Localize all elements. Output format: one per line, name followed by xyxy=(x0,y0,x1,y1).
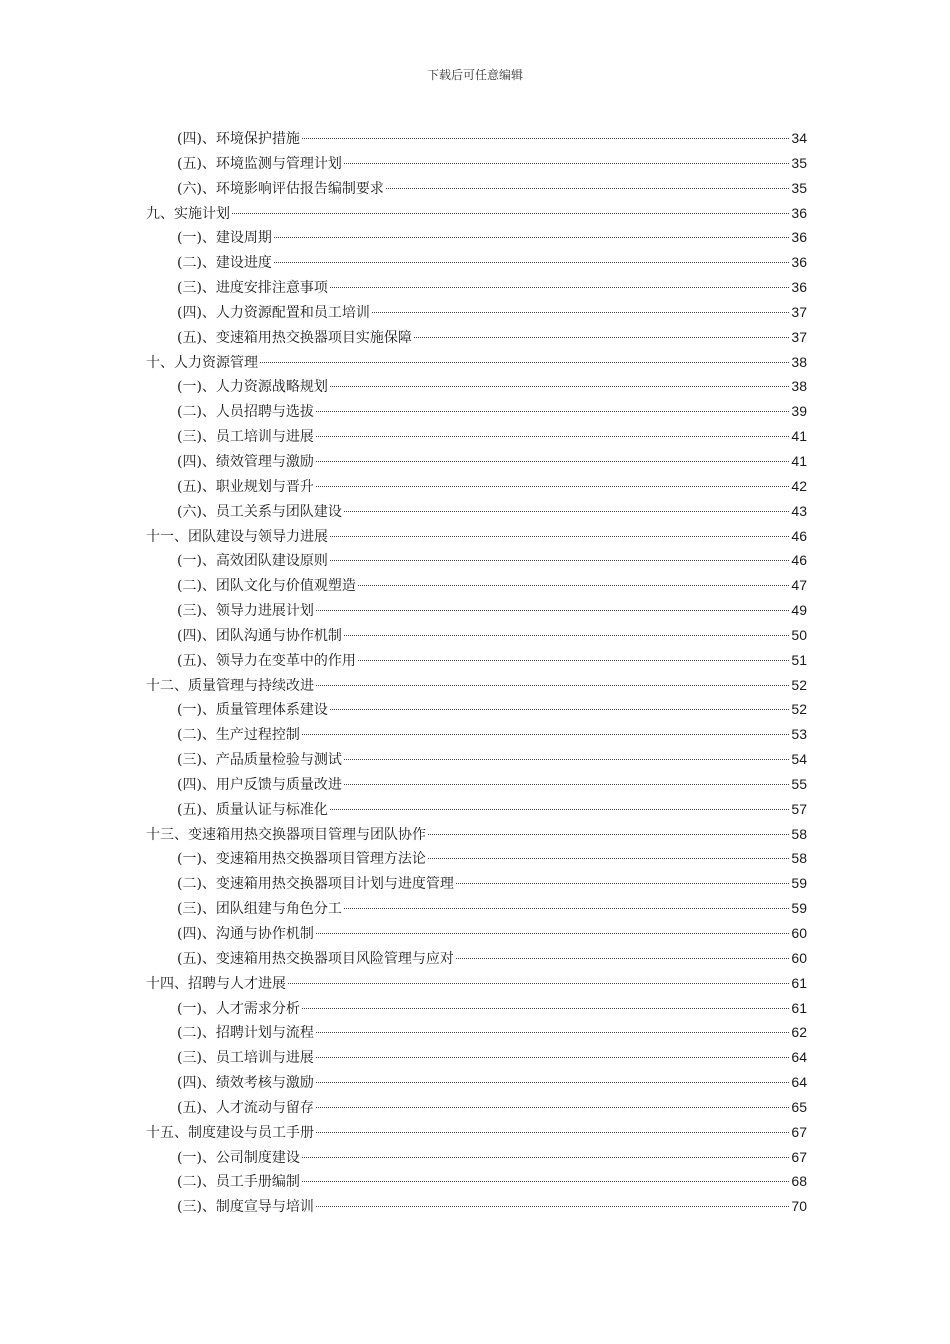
toc-page-number: 58 xyxy=(791,850,807,867)
toc-entry-title: (三)、员工培训与进展 xyxy=(177,1050,314,1067)
toc-entry-title: (一)、公司制度建设 xyxy=(177,1149,300,1166)
toc-page-number: 36 xyxy=(791,279,807,296)
toc-section-entry[interactable] xyxy=(146,797,807,822)
toc-chapter-entry[interactable] xyxy=(146,524,807,549)
toc-dot-leader xyxy=(316,1206,789,1207)
toc-page-number: 70 xyxy=(791,1198,807,1215)
toc-page-number: 46 xyxy=(791,552,807,569)
toc-section-entry[interactable] xyxy=(146,126,807,151)
toc-dot-leader xyxy=(330,809,789,810)
toc-dot-leader xyxy=(330,386,789,387)
toc-section-entry[interactable] xyxy=(146,747,807,772)
toc-dot-leader xyxy=(456,883,789,884)
toc-section-entry[interactable] xyxy=(146,275,807,300)
toc-section-entry[interactable] xyxy=(146,697,807,722)
toc-page-number: 37 xyxy=(791,303,807,320)
toc-page-number: 43 xyxy=(791,502,807,519)
page-header: 下载后可任意编辑 xyxy=(426,68,523,82)
toc-entry-title: (三)、员工培训与进展 xyxy=(177,429,314,446)
toc-entry-title: (二)、团队文化与价值观塑造 xyxy=(177,578,356,595)
toc-section-entry[interactable] xyxy=(146,598,807,623)
toc-page-number: 55 xyxy=(791,775,807,792)
toc-entry-title: (二)、人员招聘与选拔 xyxy=(177,404,314,421)
toc-dot-leader xyxy=(456,958,789,959)
toc-section-entry[interactable] xyxy=(146,548,807,573)
toc-entry-title: (四)、团队沟通与协作机制 xyxy=(177,627,342,644)
toc-entry-title: 十三、变速箱用热交换器项目管理与团队协作 xyxy=(146,826,426,843)
toc-section-entry[interactable] xyxy=(146,1169,807,1194)
toc-page-number: 58 xyxy=(791,825,807,842)
toc-dot-leader xyxy=(316,610,789,611)
toc-dot-leader xyxy=(316,486,789,487)
toc-entry-title: (一)、变速箱用热交换器项目管理方法论 xyxy=(177,851,426,868)
toc-dot-leader xyxy=(302,734,789,735)
toc-entry-title: (四)、沟通与协作机制 xyxy=(177,926,314,942)
toc-entry-title: (一)、人才需求分析 xyxy=(177,1000,300,1017)
toc-section-entry[interactable] xyxy=(146,399,807,424)
toc-entry-title: (二)、变速箱用热交换器项目计划与进度管理 xyxy=(177,876,454,893)
toc-page-number: 61 xyxy=(791,999,807,1016)
toc-page-number: 53 xyxy=(791,726,807,743)
toc-page-number: 68 xyxy=(791,1173,807,1190)
toc-page-number: 65 xyxy=(791,1098,807,1115)
toc-dot-leader xyxy=(428,858,789,859)
toc-chapter-entry[interactable] xyxy=(146,673,807,698)
toc-entry-title: (五)、人才流动与留存 xyxy=(177,1099,314,1116)
toc-page-number: 52 xyxy=(791,676,807,693)
toc-page-number: 35 xyxy=(791,179,807,196)
toc-entry-title: (二)、员工手册编制 xyxy=(177,1174,300,1191)
toc-page-number: 57 xyxy=(791,800,807,817)
toc-entry-title: (三)、领导力进展计划 xyxy=(177,603,314,620)
toc-entry-title: (一)、高效团队建设原则 xyxy=(177,553,328,570)
toc-page-number: 52 xyxy=(791,701,807,718)
toc-entry-title: (六)、员工关系与团队建设 xyxy=(177,503,342,520)
toc-section-entry[interactable] xyxy=(146,722,807,747)
toc-chapter-entry[interactable] xyxy=(146,1120,807,1145)
toc-section-entry[interactable] xyxy=(146,1045,807,1070)
toc-dot-leader xyxy=(330,560,789,561)
toc-page-number: 50 xyxy=(791,626,807,643)
toc-chapter-entry[interactable] xyxy=(146,201,807,226)
toc-section-entry[interactable] xyxy=(146,250,807,275)
toc-entry-title: (三)、进度安排注意事项 xyxy=(177,280,328,297)
toc-page-number: 60 xyxy=(791,925,807,941)
toc-dot-leader xyxy=(316,1107,789,1108)
toc-entry-title: (五)、变速箱用热交换器项目风险管理与应对 xyxy=(177,950,454,967)
toc-entry-title: (五)、变速箱用热交换器项目实施保障 xyxy=(177,329,412,346)
toc-page-number: 35 xyxy=(791,154,807,171)
toc-section-entry[interactable] xyxy=(146,151,807,176)
toc-dot-leader xyxy=(274,237,789,238)
toc-dot-leader xyxy=(274,262,789,263)
toc-entry-title: (五)、质量认证与标准化 xyxy=(177,801,328,818)
toc-dot-leader xyxy=(302,1008,789,1009)
toc-page-number: 62 xyxy=(791,1024,807,1041)
toc-page-number: 59 xyxy=(791,875,807,892)
toc-dot-leader xyxy=(344,908,789,909)
toc-dot-leader xyxy=(288,983,789,984)
toc-entry-title: (五)、职业规划与晋升 xyxy=(177,478,314,495)
toc-dot-leader xyxy=(330,536,789,537)
toc-section-entry[interactable] xyxy=(146,499,807,524)
toc-dot-leader xyxy=(344,163,789,164)
toc-entry-title: (三)、制度宣导与培训 xyxy=(177,1199,314,1216)
toc-page-number: 38 xyxy=(791,353,807,370)
toc-section-entry[interactable] xyxy=(146,648,807,673)
toc-page-number: 54 xyxy=(791,751,807,768)
toc-dot-leader xyxy=(302,1157,789,1158)
toc-page-number: 36 xyxy=(791,229,807,246)
toc-dot-leader xyxy=(316,461,789,462)
toc-dot-leader xyxy=(232,213,789,214)
toc-section-entry[interactable] xyxy=(146,921,807,946)
toc-entry-title: (四)、绩效管理与激励 xyxy=(177,453,314,470)
toc-entry-title: (五)、领导力在变革中的作用 xyxy=(177,652,356,669)
toc-dot-leader xyxy=(386,188,789,189)
toc-page-number: 59 xyxy=(791,900,807,917)
toc-page-number: 49 xyxy=(791,602,807,619)
toc-dot-leader xyxy=(302,138,789,139)
toc-section-entry[interactable] xyxy=(146,474,807,499)
toc-page-number: 51 xyxy=(791,651,807,668)
toc-page-number: 67 xyxy=(791,1148,807,1165)
toc-section-entry[interactable] xyxy=(146,1194,807,1219)
toc-section-entry[interactable] xyxy=(146,1095,807,1120)
toc-section-entry[interactable] xyxy=(146,946,807,971)
toc-dot-leader xyxy=(316,411,789,412)
toc-section-entry[interactable] xyxy=(146,996,807,1021)
toc-entry-title: 十五、制度建设与员工手册 xyxy=(146,1124,314,1141)
toc-section-entry[interactable] xyxy=(146,176,807,201)
toc-dot-leader xyxy=(316,1032,789,1033)
toc-entry-title: (三)、团队组建与角色分工 xyxy=(177,901,342,918)
toc-page-number: 42 xyxy=(791,477,807,494)
toc-chapter-entry[interactable] xyxy=(146,822,807,847)
toc-dot-leader xyxy=(260,362,789,363)
toc-dot-leader xyxy=(428,834,789,835)
toc-section-entry[interactable] xyxy=(146,772,807,797)
toc-entry-title: (四)、用户反馈与质量改进 xyxy=(177,776,342,793)
toc-entry-title: 十一、团队建设与领导力进展 xyxy=(146,528,328,545)
toc-page-number: 36 xyxy=(791,204,807,221)
toc-dot-leader xyxy=(344,759,789,760)
toc-entry-title: (一)、质量管理体系建设 xyxy=(177,702,328,719)
toc-section-entry[interactable] xyxy=(146,871,807,896)
table-of-contents xyxy=(146,126,807,1219)
toc-section-entry[interactable] xyxy=(146,449,807,474)
toc-dot-leader xyxy=(330,287,789,288)
toc-page-number: 47 xyxy=(791,577,807,594)
toc-section-entry[interactable] xyxy=(146,225,807,250)
toc-page-number: 41 xyxy=(791,452,807,469)
toc-section-entry[interactable] xyxy=(146,325,807,350)
toc-dot-leader xyxy=(414,337,789,338)
toc-dot-leader xyxy=(316,685,789,686)
toc-section-entry[interactable] xyxy=(146,896,807,921)
toc-dot-leader xyxy=(316,436,789,437)
toc-section-entry[interactable] xyxy=(146,623,807,648)
toc-dot-leader xyxy=(316,1082,789,1083)
toc-dot-leader xyxy=(316,933,789,934)
toc-entry-title: (二)、建设进度 xyxy=(177,255,272,272)
toc-page-number: 41 xyxy=(791,428,807,445)
toc-chapter-entry[interactable] xyxy=(146,350,807,375)
toc-page-number: 60 xyxy=(791,949,807,966)
toc-dot-leader xyxy=(344,635,789,636)
toc-page-number: 61 xyxy=(791,974,807,991)
toc-section-entry[interactable] xyxy=(146,846,807,871)
toc-page-number: 64 xyxy=(791,1049,807,1066)
toc-dot-leader xyxy=(358,585,789,586)
toc-page-number: 37 xyxy=(791,328,807,345)
toc-entry-title: (四)、绩效考核与激励 xyxy=(177,1075,314,1092)
toc-page-number: 38 xyxy=(791,378,807,395)
toc-page-number: 36 xyxy=(791,254,807,271)
toc-chapter-entry[interactable] xyxy=(146,971,807,996)
toc-dot-leader xyxy=(344,511,789,512)
toc-page-number: 67 xyxy=(791,1123,807,1140)
toc-entry-title: 十二、质量管理与持续改进 xyxy=(146,677,314,694)
toc-page-number: 39 xyxy=(791,403,807,420)
toc-entry-title: 九、实施计划 xyxy=(146,205,230,222)
toc-section-entry[interactable] xyxy=(146,1145,807,1170)
toc-section-entry[interactable] xyxy=(146,1020,807,1045)
toc-entry-title: (二)、招聘计划与流程 xyxy=(177,1025,314,1042)
toc-entry-title: (一)、人力资源战略规划 xyxy=(177,379,328,396)
toc-entry-title: (一)、建设周期 xyxy=(177,230,272,247)
toc-entry-title: (六)、环境影响评估报告编制要求 xyxy=(177,180,384,197)
toc-entry-title: 十四、招聘与人才进展 xyxy=(146,975,286,992)
toc-entry-title: (三)、产品质量检验与测试 xyxy=(177,752,342,769)
toc-entry-title: (四)、人力资源配置和员工培训 xyxy=(177,304,370,321)
toc-dot-leader xyxy=(316,1132,789,1133)
toc-section-entry[interactable] xyxy=(146,424,807,449)
toc-page-number: 34 xyxy=(791,130,807,146)
toc-page-number: 64 xyxy=(791,1074,807,1091)
toc-dot-leader xyxy=(344,784,789,785)
toc-section-entry[interactable] xyxy=(146,300,807,325)
toc-entry-title: (四)、环境保护措施 xyxy=(177,131,300,147)
toc-dot-leader xyxy=(316,1057,789,1058)
toc-section-entry[interactable] xyxy=(146,374,807,399)
toc-entry-title: (五)、环境监测与管理计划 xyxy=(177,155,342,172)
toc-dot-leader xyxy=(302,1181,789,1182)
toc-page-number: 46 xyxy=(791,527,807,544)
toc-section-entry[interactable] xyxy=(146,1070,807,1095)
toc-dot-leader xyxy=(358,660,789,661)
toc-dot-leader xyxy=(372,312,789,313)
toc-dot-leader xyxy=(330,709,789,710)
toc-entry-title: 十、人力资源管理 xyxy=(146,354,258,371)
toc-entry-title: (二)、生产过程控制 xyxy=(177,727,300,744)
toc-section-entry[interactable] xyxy=(146,573,807,598)
